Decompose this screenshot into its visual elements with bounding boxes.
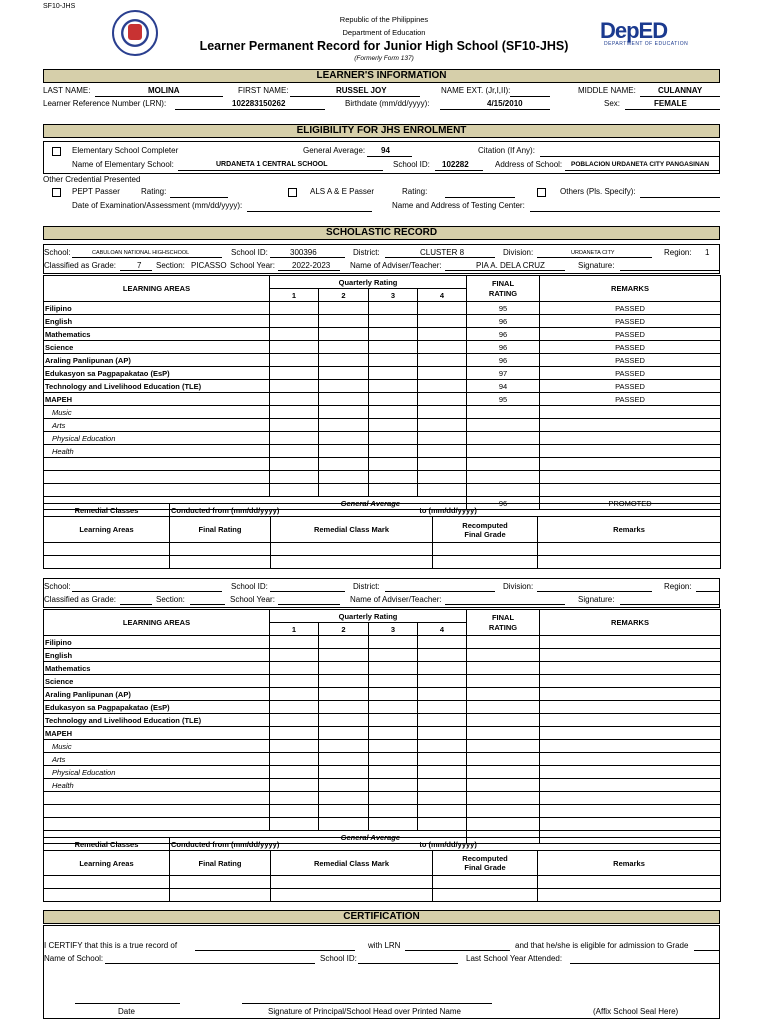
cert-line1b: with LRN bbox=[368, 941, 401, 950]
r1-school-id-label: School ID: bbox=[231, 248, 268, 257]
r2-division-label: Division: bbox=[503, 582, 534, 591]
other-cred-label: Other Credential Presented bbox=[43, 175, 141, 184]
q4-header: 4 bbox=[418, 289, 467, 302]
birthdate-label: Birthdate (mm/dd/yyyy): bbox=[345, 99, 430, 108]
school-id-value: 102282 bbox=[442, 160, 469, 169]
gen-avg-label: General Average: bbox=[303, 146, 366, 155]
table-row: Araling Panlipunan (AP) 96 PASSED bbox=[44, 354, 721, 367]
table-row: Arts bbox=[44, 753, 721, 766]
r2-q1-header: 1 bbox=[270, 623, 319, 636]
department-label: Department of Education bbox=[342, 28, 426, 37]
remarks-header: REMARKS bbox=[540, 276, 721, 302]
r2-final-rating-header: FINAL RATING bbox=[467, 610, 540, 636]
r2-rem-remarks-header: Remarks bbox=[538, 851, 721, 876]
table-row: English 96 PASSED bbox=[44, 315, 721, 328]
table-row bbox=[44, 792, 721, 805]
rem-final-rating-header: Final Rating bbox=[170, 517, 271, 543]
middle-name-label: MIDDLE NAME: bbox=[578, 86, 636, 95]
r2-recomputed-header: Recomputed Final Grade bbox=[433, 851, 538, 876]
als-checkbox[interactable] bbox=[288, 188, 297, 197]
r2-region-label: Region: bbox=[664, 582, 692, 591]
elem-school-value: URDANETA 1 CENTRAL SCHOOL bbox=[216, 161, 328, 168]
r2-signature-label: Signature: bbox=[578, 595, 615, 604]
first-name-value: RUSSEL JOY bbox=[336, 86, 387, 95]
others-label: Others (Pls. Specify): bbox=[560, 187, 636, 196]
r2-rem-learning-areas-header: Learning Areas bbox=[44, 851, 170, 876]
sex-label: Sex: bbox=[604, 99, 621, 108]
pept-checkbox[interactable] bbox=[52, 188, 61, 197]
r2-learning-areas-header: LEARNING AREAS bbox=[44, 610, 270, 636]
table-row: Technology and Livelihood Education (TLE) 94 PASSED bbox=[44, 380, 721, 393]
table-row: Mathematics 96 PASSED bbox=[44, 328, 721, 341]
cert-name-school-label: Name of School: bbox=[44, 954, 104, 963]
cert-line1a: I CERTIFY that this is a true record of bbox=[44, 941, 178, 950]
table-row bbox=[44, 805, 721, 818]
quarterly-header: Quarterly Rating bbox=[270, 276, 467, 289]
r1-school-id-value: 300396 bbox=[290, 248, 317, 257]
school-id-label: School ID: bbox=[393, 160, 430, 169]
als-label: ALS A & E Passer bbox=[310, 187, 375, 196]
r1-school-label: School: bbox=[44, 248, 71, 257]
r1-grade-label: Classified as Grade: bbox=[44, 261, 117, 270]
general-average-row: General Average bbox=[44, 831, 721, 844]
r2-district-label: District: bbox=[353, 582, 380, 591]
record2-grades-table bbox=[43, 609, 721, 844]
table-row: Music bbox=[44, 740, 721, 753]
certification-title: CERTIFICATION bbox=[43, 910, 720, 924]
r2-q4-header: 4 bbox=[418, 623, 467, 636]
exam-date-label: Date of Examination/Assessment (mm/dd/yyyy): bbox=[72, 201, 243, 210]
elem-completer-label: Elementary School Completer bbox=[72, 146, 179, 155]
r2-section-label: Section: bbox=[156, 595, 185, 604]
elem-school-label: Name of Elementary School: bbox=[72, 160, 174, 169]
formerly-label: (Formerly Form 137) bbox=[354, 55, 414, 62]
rem-mark-header: Remedial Class Mark bbox=[271, 517, 433, 543]
cert-date-label: Date bbox=[118, 1007, 135, 1016]
final-rating-header: FINAL RATING bbox=[467, 276, 540, 302]
r2-remarks-header: REMARKS bbox=[540, 610, 721, 636]
table-row bbox=[44, 484, 721, 497]
r1-grade-value: 7 bbox=[137, 261, 142, 270]
table-row: Technology and Livelihood Education (TLE) bbox=[44, 714, 721, 727]
als-rating-label: Rating: bbox=[402, 187, 428, 196]
r1-district-label: District: bbox=[353, 248, 380, 257]
middle-name-value: CULANNAY bbox=[658, 86, 703, 95]
name-ext-label: NAME EXT. (Jr,I,II): bbox=[441, 86, 511, 95]
republic-label: Republic of the Philippines bbox=[339, 15, 429, 24]
deped-logo-sub: DEPARTMENT OF EDUCATION bbox=[604, 41, 689, 47]
table-row: Health bbox=[44, 779, 721, 792]
certification-box bbox=[43, 925, 720, 1019]
table-row: Filipino bbox=[44, 636, 721, 649]
general-average-row: General Average 96 PROMOTED bbox=[44, 497, 721, 510]
r2-remedial-conducted: Conducted from (mm/dd/yyyy) to (mm/dd/yyyy) bbox=[170, 838, 721, 851]
cert-last-sy-label: Last School Year Attended: bbox=[466, 954, 563, 963]
table-row: Edukasyon sa Pagpapakatao (EsP) 97 PASSED bbox=[44, 367, 721, 380]
r1-adviser-value: PIA A. DELA CRUZ bbox=[476, 261, 545, 270]
first-name-label: FIRST NAME: bbox=[238, 86, 289, 95]
cert-signature-label: Signature of Principal/School Head over Printed Name bbox=[268, 1007, 461, 1016]
scholastic-title: SCHOLASTIC RECORD bbox=[43, 226, 720, 240]
rem-learning-areas-header: Learning Areas bbox=[44, 517, 170, 543]
r1-region-value: 1 bbox=[705, 248, 710, 257]
r2-grade-label: Classified as Grade: bbox=[44, 595, 117, 604]
q3-header: 3 bbox=[369, 289, 418, 302]
r1-sy-label: School Year: bbox=[230, 261, 275, 270]
table-row: Science 96 PASSED bbox=[44, 341, 721, 354]
eligibility-title: ELIGIBILITY FOR JHS ENROLMENT bbox=[43, 124, 720, 138]
r2-rem-final-rating-header: Final Rating bbox=[170, 851, 271, 876]
r1-school-value: CABULOAN NATIONAL HIGHSCHOOL bbox=[92, 250, 190, 256]
r2-school-label: School: bbox=[44, 582, 71, 591]
cert-line1c: and that he/she is eligible for admission to Grade bbox=[515, 941, 689, 950]
r2-rem-mark-header: Remedial Class Mark bbox=[271, 851, 433, 876]
table-row bbox=[44, 458, 721, 471]
r1-adviser-label: Name of Adviser/Teacher: bbox=[350, 261, 442, 270]
cert-school-id-label: School ID: bbox=[320, 954, 357, 963]
q2-header: 2 bbox=[319, 289, 369, 302]
record2-remedial-table bbox=[43, 837, 721, 902]
r2-q3-header: 3 bbox=[369, 623, 418, 636]
page-title: Learner Permanent Record for Junior High School (SF10-JHS) bbox=[199, 39, 569, 53]
table-row: Araling Panlipunan (AP) bbox=[44, 688, 721, 701]
r2-q2-header: 2 bbox=[319, 623, 369, 636]
table-row: Music bbox=[44, 406, 721, 419]
table-row: Physical Education bbox=[44, 432, 721, 445]
table-row: Arts bbox=[44, 419, 721, 432]
deped-logo: DepED bbox=[600, 18, 668, 43]
address-label: Address of School: bbox=[495, 160, 563, 169]
table-row bbox=[44, 818, 721, 831]
form-code: SF10-JHS bbox=[43, 3, 76, 10]
r1-section-value: PICASSO bbox=[191, 261, 227, 270]
table-row: MAPEH 95 PASSED bbox=[44, 393, 721, 406]
table-row bbox=[44, 471, 721, 484]
elem-completer-checkbox[interactable] bbox=[52, 147, 61, 156]
table-row: Physical Education bbox=[44, 766, 721, 779]
pept-rating-label: Rating: bbox=[141, 187, 167, 196]
table-row: MAPEH bbox=[44, 727, 721, 740]
citation-label: Citation (If Any): bbox=[478, 146, 535, 155]
last-name-label: LAST NAME: bbox=[43, 86, 91, 95]
table-row: Mathematics bbox=[44, 662, 721, 675]
table-row: English bbox=[44, 649, 721, 662]
rem-remarks-header: Remarks bbox=[538, 517, 721, 543]
r2-quarterly-header: Quarterly Rating bbox=[270, 610, 467, 623]
lrn-label: Learner Reference Number (LRN): bbox=[43, 99, 167, 108]
table-row: Edukasyon sa Pagpapakatao (EsP) bbox=[44, 701, 721, 714]
table-row: Science bbox=[44, 675, 721, 688]
table-row: Health bbox=[44, 445, 721, 458]
remedial-conducted: Conducted from (mm/dd/yyyy) to (mm/dd/yyyy) bbox=[170, 504, 721, 517]
last-name-value: MOLINA bbox=[148, 86, 180, 95]
r1-division-value: URDANETA CITY bbox=[571, 250, 615, 256]
r1-sy-value: 2022-2023 bbox=[292, 261, 331, 270]
r2-remedial-classes-label: Remedial Classes bbox=[44, 838, 170, 851]
r1-region-label: Region: bbox=[664, 248, 692, 257]
remedial-classes-label: Remedial Classes bbox=[44, 504, 170, 517]
record1-remedial-table bbox=[43, 503, 721, 569]
r1-section-label: Section: bbox=[156, 261, 185, 270]
r2-school-id-label: School ID: bbox=[231, 582, 268, 591]
birthdate-value: 4/15/2010 bbox=[487, 99, 523, 108]
others-checkbox[interactable] bbox=[537, 188, 546, 197]
lrn-value: 102283150262 bbox=[232, 99, 286, 108]
r1-division-label: Division: bbox=[503, 248, 534, 257]
sex-value: FEMALE bbox=[654, 99, 687, 108]
testing-center-label: Name and Address of Testing Center: bbox=[392, 201, 525, 210]
q1-header: 1 bbox=[270, 289, 319, 302]
cert-seal-label: (Affix School Seal Here) bbox=[593, 1007, 679, 1016]
r1-signature-label: Signature: bbox=[578, 261, 615, 270]
record1-grades-table bbox=[43, 275, 721, 510]
address-value: POBLACION URDANETA CITY PANGASINAN bbox=[571, 161, 710, 168]
table-row: Filipino 95 PASSED bbox=[44, 302, 721, 315]
r2-sy-label: School Year: bbox=[230, 595, 275, 604]
gen-avg-value: 94 bbox=[381, 146, 390, 155]
r2-adviser-label: Name of Adviser/Teacher: bbox=[350, 595, 442, 604]
pept-label: PEPT Passer bbox=[72, 187, 120, 196]
r1-district-value: CLUSTER 8 bbox=[420, 248, 465, 257]
learning-areas-header: LEARNING AREAS bbox=[44, 276, 270, 302]
learner-info-title: LEARNER'S INFORMATION bbox=[43, 69, 720, 83]
recomputed-header: Recomputed Final Grade bbox=[433, 517, 538, 543]
